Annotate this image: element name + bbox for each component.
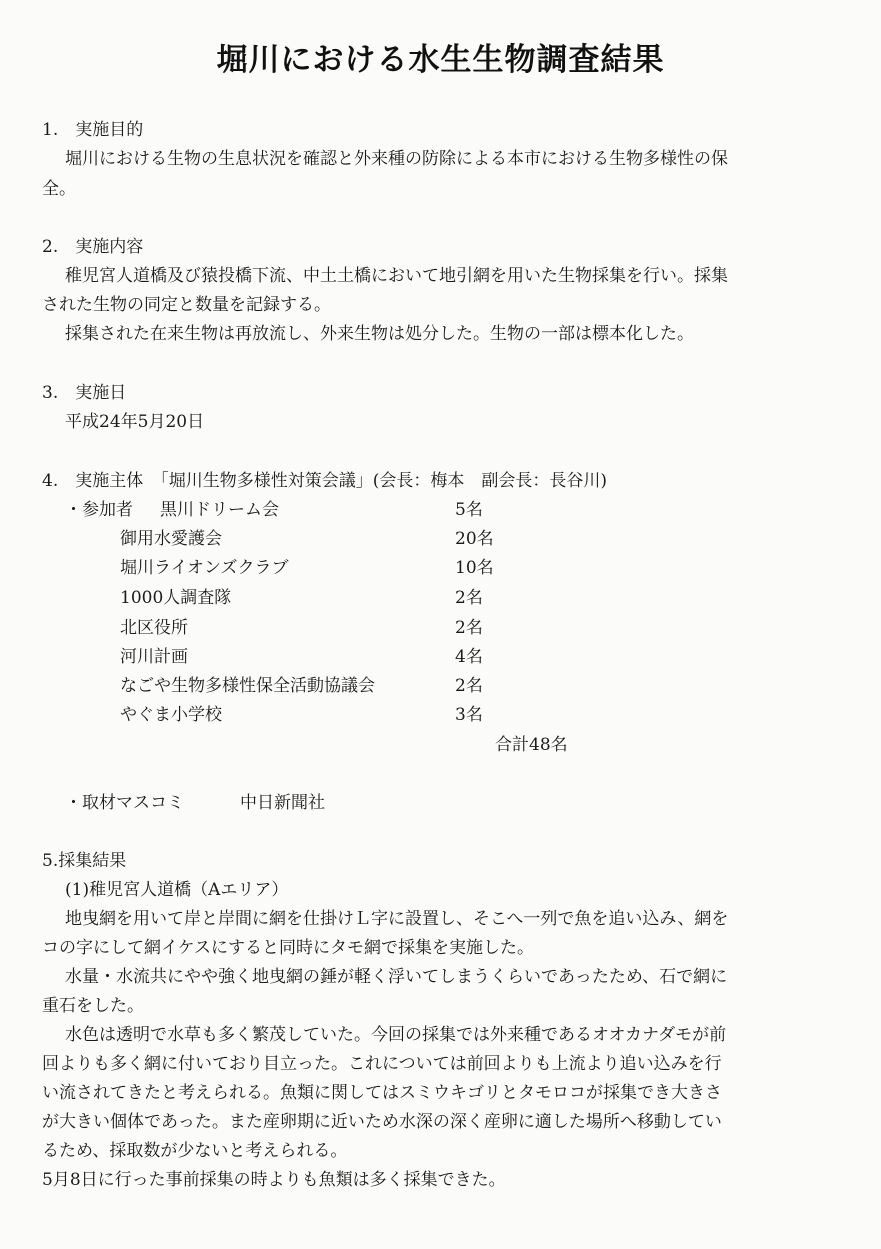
participant-name: 1000人調査隊 [120,588,232,608]
result-line: コの字にして網イケスにすると同時にタモ網で採集を実施した。 [42,938,534,958]
participant-name: やぐま小学校 [120,705,222,725]
section4-heading: 4. 実施主体 「堀川生物多様性対策会議」(会長：梅本 副会長：長谷川) [42,471,607,491]
participants-total: 合計48名 [495,735,568,755]
press-name: 中日新聞社 [240,793,325,813]
section5-subheading: (1)稚児宮人道橋（Aエリア） [65,880,289,900]
participant-name: 黒川ドリーム会 [160,500,279,520]
section2-body-line: 採集された在来生物は再放流し、外来生物は処分した。生物の一部は標本化した。 [65,324,694,344]
participants-label: ・参加者 [65,500,133,520]
section1-body-line: 全。 [42,179,76,199]
participant-count: 20名 [455,529,494,549]
participant-count: 4名 [455,647,483,667]
section2-body-line: された生物の同定と数量を記録する。 [42,295,331,315]
document-title: 堀川における水生生物調査結果 [216,42,665,78]
section1-heading: 1. 実施目的 [42,120,144,140]
implementation-date: 平成24年5月20日 [65,412,205,432]
result-line: 地曳網を用いて岸と岸間に網を仕掛けＬ字に設置し、そこへ一列で魚を追い込み、網を [65,909,729,929]
section3-heading: 3. 実施日 [42,383,127,403]
result-line: 重石をした。 [42,996,144,1016]
result-line: 水量・水流共にやや強く地曳網の錘が軽く浮いてしまうくらいであったため、石で網に [65,967,728,987]
section5-heading: 5.採集結果 [42,851,127,871]
participant-count: 2名 [455,588,483,608]
participant-count: 5名 [455,500,483,520]
participant-count: 3名 [455,705,483,725]
result-line: るため、採取数が少ないと考えられる。 [42,1141,348,1161]
section2-body-line: 稚児宮人道橋及び猿投橋下流、中土土橋において地引網を用いた生物採集を行い。採集 [65,266,728,286]
press-label: ・取材マスコミ [65,793,184,813]
participant-name: 北区役所 [120,618,188,638]
result-line: が大きい個体であった。また産卵期に近いため水深の深く産卵に適した場所へ移動してい [42,1112,722,1132]
result-line: 水色は透明で水草も多く繁茂していた。今回の採集では外来種であるオオカナダモが前 [65,1025,727,1045]
participant-name: なごや生物多様性保全活動協議会 [120,676,375,696]
section2-heading: 2. 実施内容 [42,237,144,257]
participant-count: 10名 [455,558,494,578]
result-line: 5月8日に行った事前採集の時よりも魚類は多く採集できた。 [42,1170,506,1190]
participant-name: 御用水愛護会 [120,529,222,549]
result-line: い流されてきたと考えられる。魚類に関してはスミウキゴリとタモロコが採集でき大きさ [42,1083,722,1103]
participant-name: 河川計画 [120,647,188,667]
participant-count: 2名 [455,676,483,696]
participant-count: 2名 [455,618,483,638]
section1-body-line: 堀川における生物の生息状況を確認と外来種の防除による本市における生物多様性の保 [65,149,728,169]
participant-name: 堀川ライオンズクラブ [120,558,289,578]
result-line: 回よりも多く網に付いており目立った。これについては前回よりも上流より追い込みを行 [42,1054,722,1074]
